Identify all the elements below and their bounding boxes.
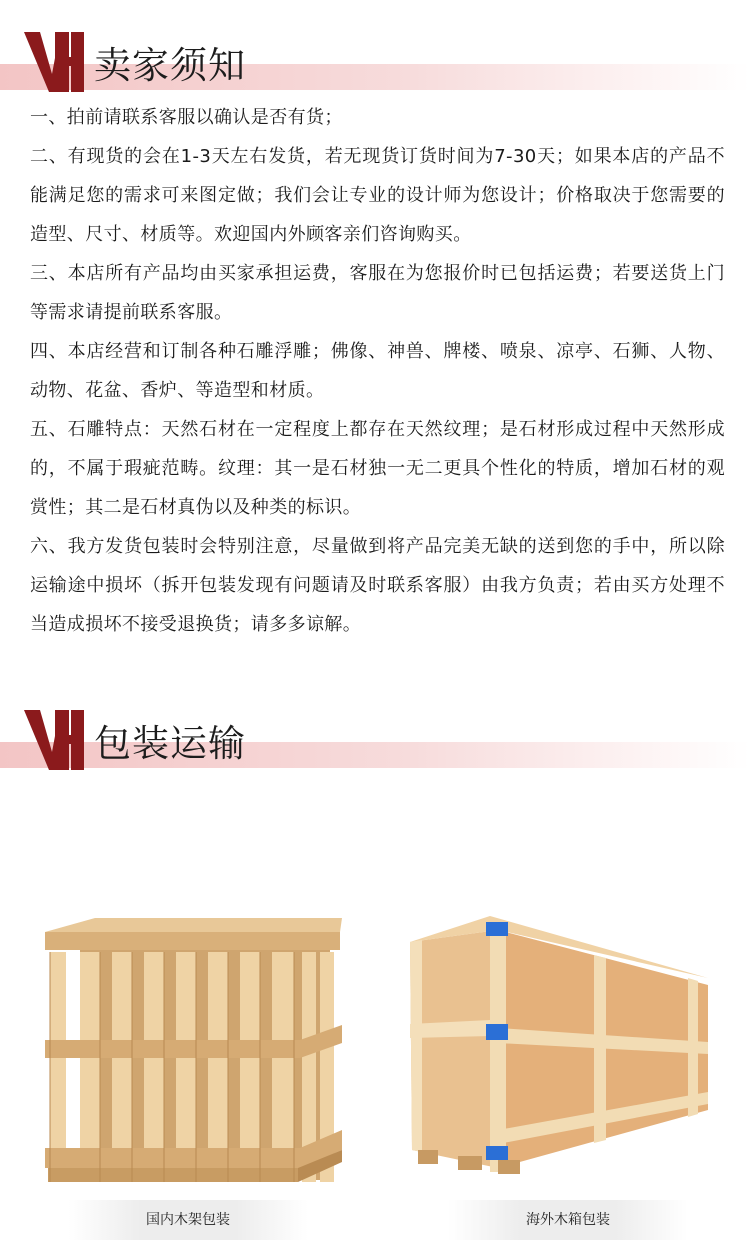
note-item: 二、有现货的会在1-3天左右发货，若无现货订货时间为7-30天；如果本店的产品不能满足您的需求可来图定做；我们会让专业的设计师为您设计；价格取决于您需要的造型、尺寸、材质等。欢迎国内外顾客亲们咨询购买。 [30, 146, 725, 245]
section-title-packaging: 包装运输 [94, 722, 246, 765]
note-item: 一、拍前请联系客服以确认是否有货； [30, 107, 343, 128]
caption-domestic-frame: 国内木架包装 [146, 1212, 230, 1228]
note-item: 四、本店经营和订制各种石雕浮雕；佛像、神兽、牌楼、喷泉、凉亭、石狮、人物、动物、花盆、香炉、等造型和材质。 [30, 341, 725, 401]
note-item: 五、石雕特点：天然石材在一定程度上都存在天然纹理；是石材形成过程中天然形成的，不属于瑕疵范畴。纹理：其一是石材独一无二更具个性化的特质，增加石材的观赏性；其二是石材真伪以及种类的标识。 [30, 419, 725, 518]
brand-logo [22, 30, 86, 94]
notes-list [30, 98, 725, 644]
wooden-box-crate-image [398, 860, 738, 1200]
note-item: 六、我方发货包装时会特别注意，尽量做到将产品完美无缺的送到您的手中，所以除运输途中损坏（拆开包装发现有问题请及时联系客服）由我方负责；若由买方处理不当造成损坏不接受退换货；请多多谅解。 [30, 536, 725, 635]
section-header-packaging [0, 708, 750, 788]
note-item: 三、本店所有产品均由买家承担运费，客服在为您报价时已包括运费；若要送货上门等需求请提前联系客服。 [30, 263, 725, 323]
caption-overseas-box: 海外木箱包装 [526, 1212, 610, 1228]
brand-logo [22, 708, 86, 772]
wooden-frame-crate-image [20, 860, 360, 1200]
section-title-seller-notice: 卖家须知 [94, 44, 246, 87]
